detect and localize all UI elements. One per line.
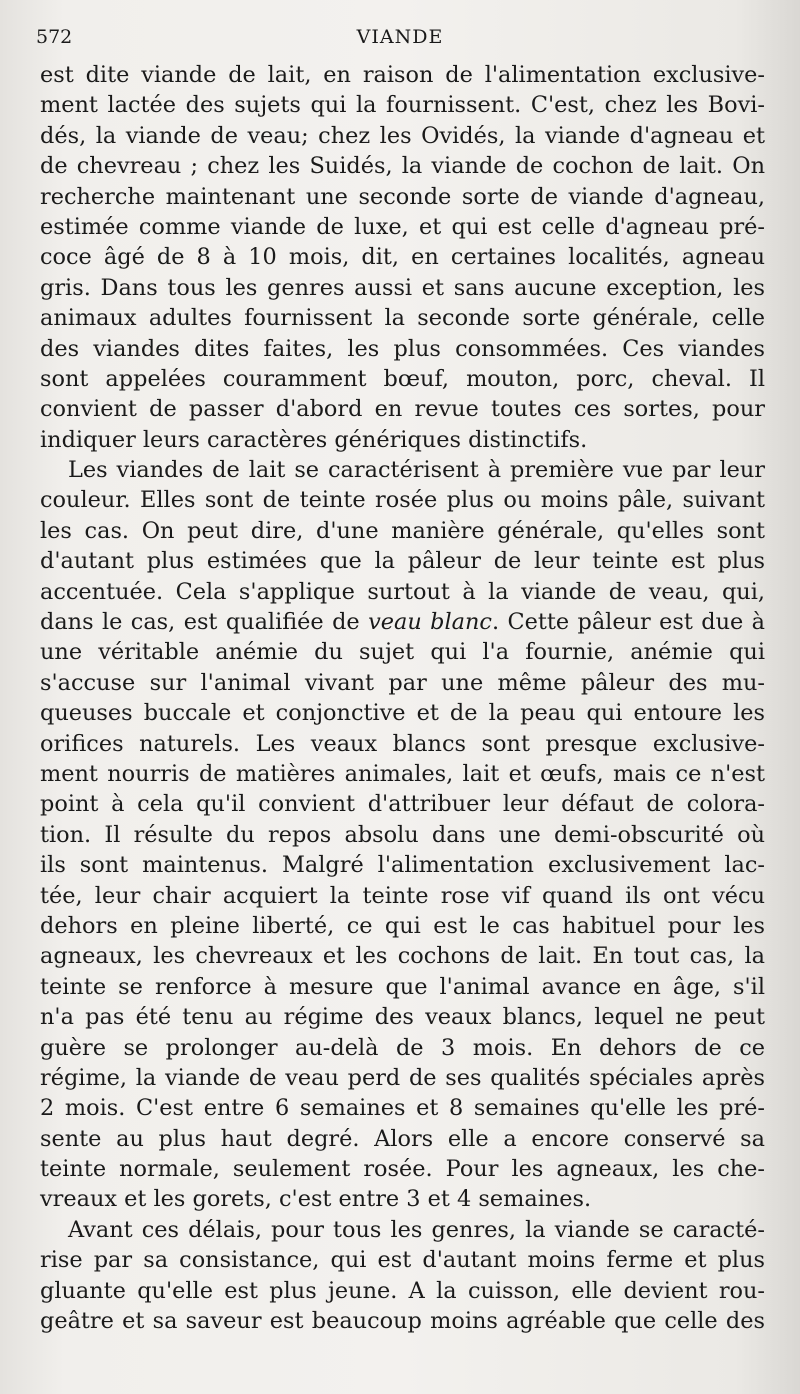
text-line: ils sont maintenus. Malgré l'alimentation exclusivement lac- [40, 852, 765, 879]
text-line: tion. Il résulte du repos absolu dans une demi-obscurité où [40, 821, 765, 848]
page-number: 572 [36, 26, 73, 48]
text-line: dés, la viande de veau; chez les Ovidés, la viande d'agneau et [40, 122, 765, 149]
text-segment: . Cette pâleur est due à [491, 609, 765, 636]
text-line: 2 mois. C'est entre 6 semaines et 8 semaines qu'elle les pré- [40, 1095, 765, 1122]
text-line: s'accuse sur l'animal vivant par une même pâleur des mu- [40, 669, 765, 696]
text-line: guère se prolonger au-delà de 3 mois. En dehors de ce [40, 1034, 765, 1061]
text-line: des viandes dites faites, les plus consommées. Ces viandes [40, 335, 765, 362]
text-line: vreaux et les gorets, c'est entre 3 et 4 semaines. [40, 1186, 592, 1213]
text-line: teinte normale, seulement rosée. Pour les agneaux, les che- [40, 1156, 765, 1183]
text-segment: dans le cas, est qualifiée de [40, 609, 360, 636]
text-line: n'a pas été tenu au régime des veaux blancs, lequel ne peut [40, 1004, 765, 1031]
text-line-with-italic [40, 607, 765, 637]
text-line: teinte se renforce à mesure que l'animal avance en âge, s'il [40, 973, 765, 1000]
text-line: ment lactée des sujets qui la fournissent. C'est, chez les Bovi- [40, 92, 765, 119]
text-line: convient de passer d'abord en revue toutes ces sortes, pour [40, 396, 765, 423]
text-line: couleur. Elles sont de teinte rosée plus ou moins pâle, suivant [40, 487, 765, 514]
paragraph [40, 60, 765, 455]
text-line: agneaux, les chevreaux et les cochons de lait. En tout cas, la [40, 943, 765, 970]
text-line: sente au plus haut degré. Alors elle a encore conservé sa [40, 1125, 765, 1152]
text-line: dehors en pleine liberté, ce qui est le cas habituel pour les [40, 912, 765, 939]
text-line: Avant ces délais, pour tous les genres, la viande se caracté- [68, 1216, 765, 1243]
italic-term: veau blanc [368, 609, 492, 636]
text-line: recherche maintenant une seconde sorte de viande d'agneau, [40, 183, 765, 210]
text-line: geâtre et sa saveur est beaucoup moins agréable que celle des [40, 1308, 765, 1335]
paragraph [40, 455, 765, 1215]
text-line: gris. Dans tous les genres aussi et sans aucune exception, les [40, 274, 765, 301]
text-line: indiquer leurs caractères génériques distinctifs. [40, 426, 588, 453]
text-line: queuses buccale et conjonctive et de la peau qui entoure les [40, 700, 765, 727]
text-line: ment nourris de matières animales, lait et œufs, mais ce n'est [40, 760, 765, 787]
text-line: gluante qu'elle est plus jeune. A la cuisson, elle devient rou- [40, 1277, 765, 1304]
text-line: régime, la viande de veau perd de ses qualités spéciales après [40, 1064, 765, 1091]
text-line: les cas. On peut dire, d'une manière générale, qu'elles sont [40, 517, 765, 544]
body-text [40, 60, 765, 1336]
text-line: estimée comme viande de luxe, et qui est celle d'agneau pré- [40, 213, 765, 240]
running-head [36, 22, 764, 52]
text-line: d'autant plus estimées que la pâleur de leur teinte est plus [40, 548, 765, 575]
text-line: animaux adultes fournissent la seconde sorte générale, celle [40, 305, 765, 332]
text-line: rise par sa consistance, qui est d'autant moins ferme et plus [40, 1247, 765, 1274]
text-line: coce âgé de 8 à 10 mois, dit, en certaines localités, agneau [40, 244, 765, 271]
text-line: Les viandes de lait se caractérisent à première vue par leur [68, 457, 765, 484]
text-line: est dite viande de lait, en raison de l'alimentation exclusive- [40, 62, 765, 88]
text-line: une véritable anémie du sujet qui l'a fournie, anémie qui [40, 639, 765, 666]
text-line: accentuée. Cela s'applique surtout à la viande de veau, qui, [40, 578, 765, 605]
text-line: point à cela qu'il convient d'attribuer leur défaut de colora- [40, 791, 765, 818]
running-title: VIANDE [356, 26, 444, 48]
text-line: sont appelées couramment bœuf, mouton, porc, cheval. Il [40, 365, 765, 392]
text-line: tée, leur chair acquiert la teinte rose vif quand ils ont vécu [40, 882, 765, 909]
paragraph [40, 1215, 765, 1337]
text-line: orifices naturels. Les veaux blancs sont presque exclusive- [40, 730, 765, 757]
text-line: de chevreau ; chez les Suidés, la viande de cochon de lait. On [40, 153, 765, 180]
